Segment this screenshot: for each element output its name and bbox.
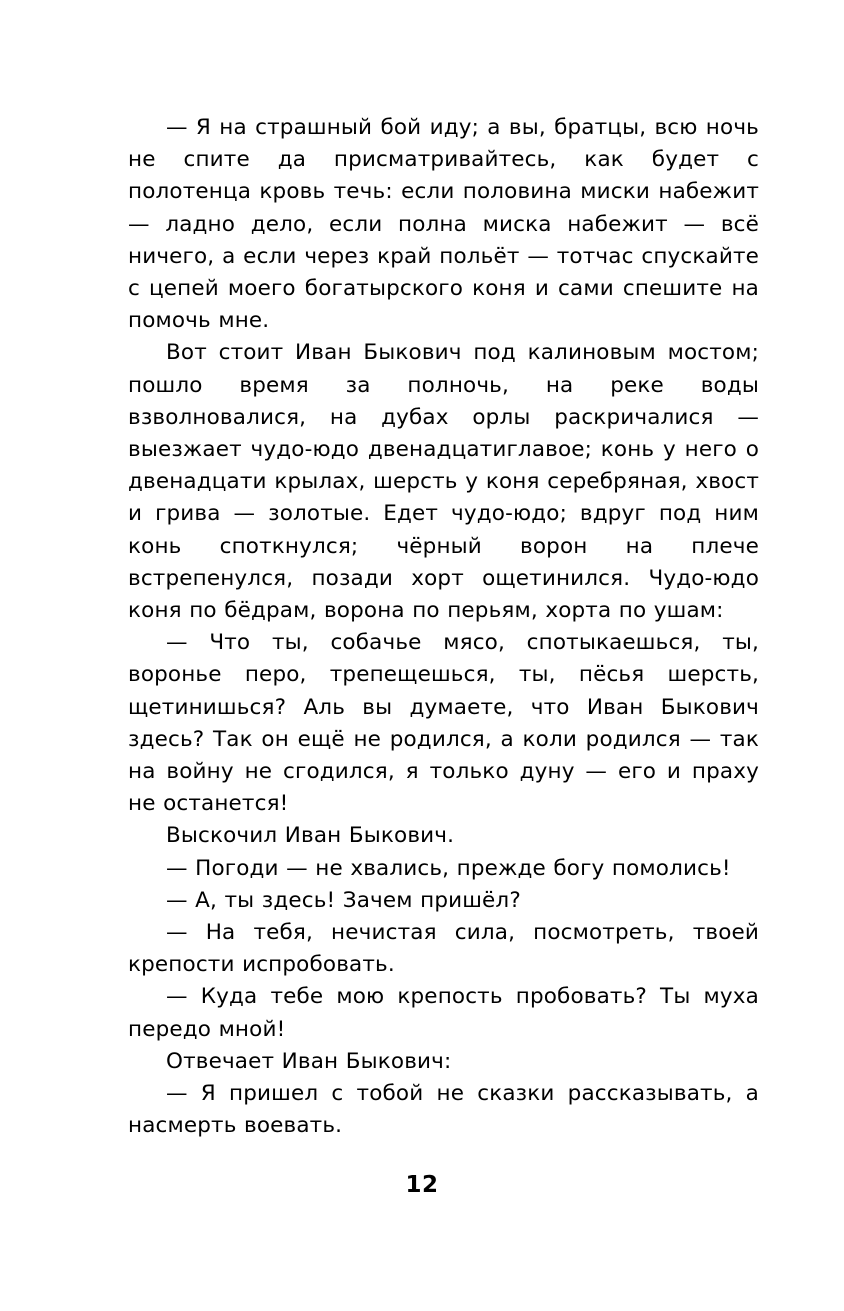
page-body: [128, 112, 759, 1143]
paragraph: — Куда тебе мою крепость пробовать? Ты муха передо мной!: [128, 984, 759, 1042]
paragraph: — Что ты, собачье мясо, спотыкаешься, ты, воронье перо, трепещешься, ты, пёсья шерсть, щетинишься? Аль вы думаете, что Иван Быкович здесь? Так он ещё не родился, а коли родился — так на войну не сгодился, я только дуну — его и праху не останется!: [128, 630, 759, 817]
paragraph: — Я на страшный бой иду; а вы, братцы, всю ночь не спите да присматривайтесь, как будет с полотенца кровь течь: если половина миски набежит — ладно дело, если полна миска набежит — всё ничего, а если через край польёт — тотчас спускайте с цепей моего богатырского коня и сами спешите на помочь мне.: [128, 115, 759, 334]
paragraph: Вот стоит Иван Быкович под калиновым мостом; пошло время за полночь, на реке воды взволновалися, на дубах орлы раскричалися — выезжает чудо-юдо двенадцатиглавое; конь у него о двенадцати крылах, шерсть у коня серебряная, хвост и грива — золотые. Едет чудо-юдо; вдруг под ним конь споткнулся; чёрный ворон на плече встрепенулся, позади хорт ощетинился. Чудо-юдо коня по бёдрам, ворона по перьям, хорта по ушам:: [128, 340, 759, 624]
paragraph: Выскочил Иван Быкович.: [166, 823, 455, 849]
paragraph: Отвечает Иван Быкович:: [166, 1048, 452, 1074]
paragraph: — На тебя, нечистая сила, посмотреть, твоей крепости испробовать.: [128, 920, 759, 978]
page-number: 12: [405, 1172, 439, 1198]
paragraph: — Погоди — не хвались, прежде богу помолись!: [166, 855, 731, 881]
paragraph: — Я пришел с тобой не сказки рассказывать, а насмерть воевать.: [128, 1081, 759, 1139]
paragraph: — А, ты здесь! Зачем пришёл?: [166, 887, 521, 913]
